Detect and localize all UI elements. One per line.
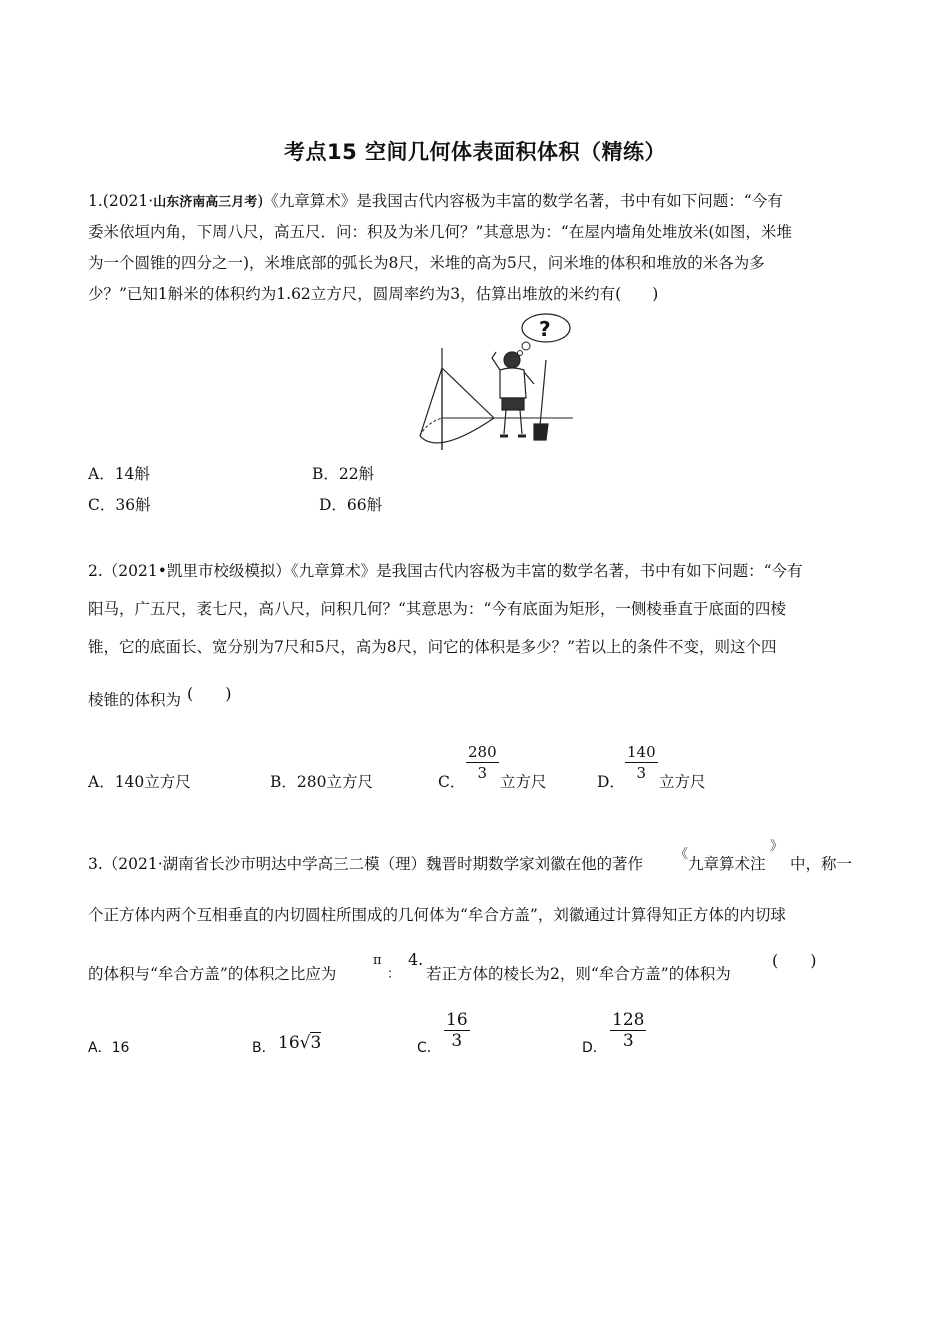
q1-option-a[interactable]: A．14斛 — [88, 465, 150, 483]
q1-line-3: 为一个圆锥的四分之一)，米堆底部的弧长为8尺，米堆的高为5尺，问米堆的体积和堆放的米各为多 — [88, 254, 765, 272]
q1-option-b[interactable]: B．22斛 — [312, 465, 375, 483]
q2-line-2: 阳马，广五尺，袤七尺，高八尺，问积几何？“其意思为：“今有底面为矩形，一侧棱垂直于底面的四棱 — [88, 600, 786, 618]
q1-source: 山东济南高三月考 — [153, 195, 258, 210]
q1-line-4: 少？”已知1斛米的体积约为1.62立方尺，圆周率约为3，估算出堆放的米约有( ) — [88, 285, 659, 303]
q3-four: 4. — [408, 950, 424, 969]
q1-line-1 — [88, 189, 783, 211]
q2-answer-paren: ( ) — [187, 684, 232, 703]
q3-open-quote: 《 — [675, 847, 689, 862]
q2-line-3: 锥，它的底面长、宽分别为7尺和5尺，高为8尺，问它的体积是多少？”若以上的条件不变，则这个四 — [88, 638, 777, 656]
sqrt-icon: √ — [299, 1033, 311, 1053]
q2-option-c-numerator: 280 — [468, 743, 497, 761]
q3-option-c-denominator: 3 — [451, 1031, 463, 1051]
q2-option-b[interactable]: B．280立方尺 — [270, 773, 373, 791]
q3-option-a[interactable]: A．16 — [88, 1040, 130, 1056]
q3-book-title: 九章算术注 — [688, 855, 766, 873]
q3-option-d-label[interactable]: D． — [582, 1040, 607, 1056]
q2-line-1: 2.（2021•凯里市校级模拟）《九章算术》是我国古代内容极为丰富的数学名著，书中有如下问题：“今有 — [88, 562, 803, 580]
q3-line-2: 个正方体内两个互相垂直的内切圆柱所围成的几何体为“牟合方盖”，刘徽通过计算得知正方体的内切球 — [88, 906, 786, 924]
thought-bubble — [518, 314, 571, 356]
q2-option-d-fraction — [625, 742, 658, 783]
q2-option-d-label[interactable]: D． — [597, 773, 625, 791]
q3-line-3-a: 的体积与“牟合方盖”的体积之比应为 — [88, 965, 337, 983]
rice-pile-figure — [408, 308, 578, 454]
q2-option-c-denominator: 3 — [477, 764, 488, 782]
q3-pi: π — [373, 953, 382, 968]
q1-line-2: 委米依垣内角，下周八尺，高五尺．问：积及为米几何？”其意思为：“在屋内墙角处堆放米(如图，米堆 — [88, 223, 792, 241]
q2-option-c-unit: 立方尺 — [500, 773, 547, 791]
q3-option-d-fraction — [610, 1010, 646, 1051]
q2-option-d-unit: 立方尺 — [659, 773, 706, 791]
q3-close-quote: 》 — [770, 839, 784, 854]
q1-option-c[interactable]: C．36斛 — [88, 496, 151, 514]
q1-option-d[interactable]: D．66斛 — [319, 496, 383, 514]
q3-line-1-a: 3.（2021·湖南省长沙市明达中学高三二模（理）魏晋时期数学家刘徽在他的著作 — [88, 855, 644, 873]
q2-option-c-label[interactable]: C． — [438, 773, 466, 791]
man-figure — [492, 352, 548, 440]
q3-answer-paren: ( ) — [772, 951, 817, 970]
q3-option-b-radicand: 3 — [310, 1033, 322, 1053]
q1-number: 1.(2021· — [88, 192, 154, 210]
q3-line-1-b: 中，称一 — [790, 855, 853, 873]
q3-option-b-label[interactable]: B． — [252, 1040, 276, 1056]
q2-line-4: 棱锥的体积为 — [88, 691, 182, 709]
q3-option-c-label[interactable]: C． — [417, 1040, 441, 1056]
q1-line-1-rest: )《九章算术》是我国古代内容极为丰富的数学名著，书中有如下问题：“今有 — [257, 192, 783, 210]
q3-line-3-b: 若正方体的棱长为2，则“牟合方盖”的体积为 — [426, 965, 731, 983]
question-mark: ? — [539, 317, 551, 341]
page-title: 考点15 空间几何体表面积体积（精练） — [283, 140, 667, 164]
q2-option-c-fraction — [466, 742, 499, 783]
q3-option-c-fraction — [444, 1010, 470, 1051]
q2-option-d-numerator: 140 — [627, 743, 656, 761]
q3-option-d-numerator: 128 — [612, 1010, 645, 1030]
q3-option-d-denominator: 3 — [622, 1031, 634, 1051]
q3-option-b-coefficient: 16 — [278, 1033, 300, 1053]
q2-option-d-denominator: 3 — [636, 764, 647, 782]
q3-colon: ： — [387, 967, 401, 982]
q3-line-1 — [88, 852, 643, 874]
q2-option-a[interactable]: A．140立方尺 — [88, 773, 191, 791]
q3-option-c-numerator: 16 — [446, 1010, 468, 1030]
q3-option-b-value — [278, 1033, 321, 1053]
